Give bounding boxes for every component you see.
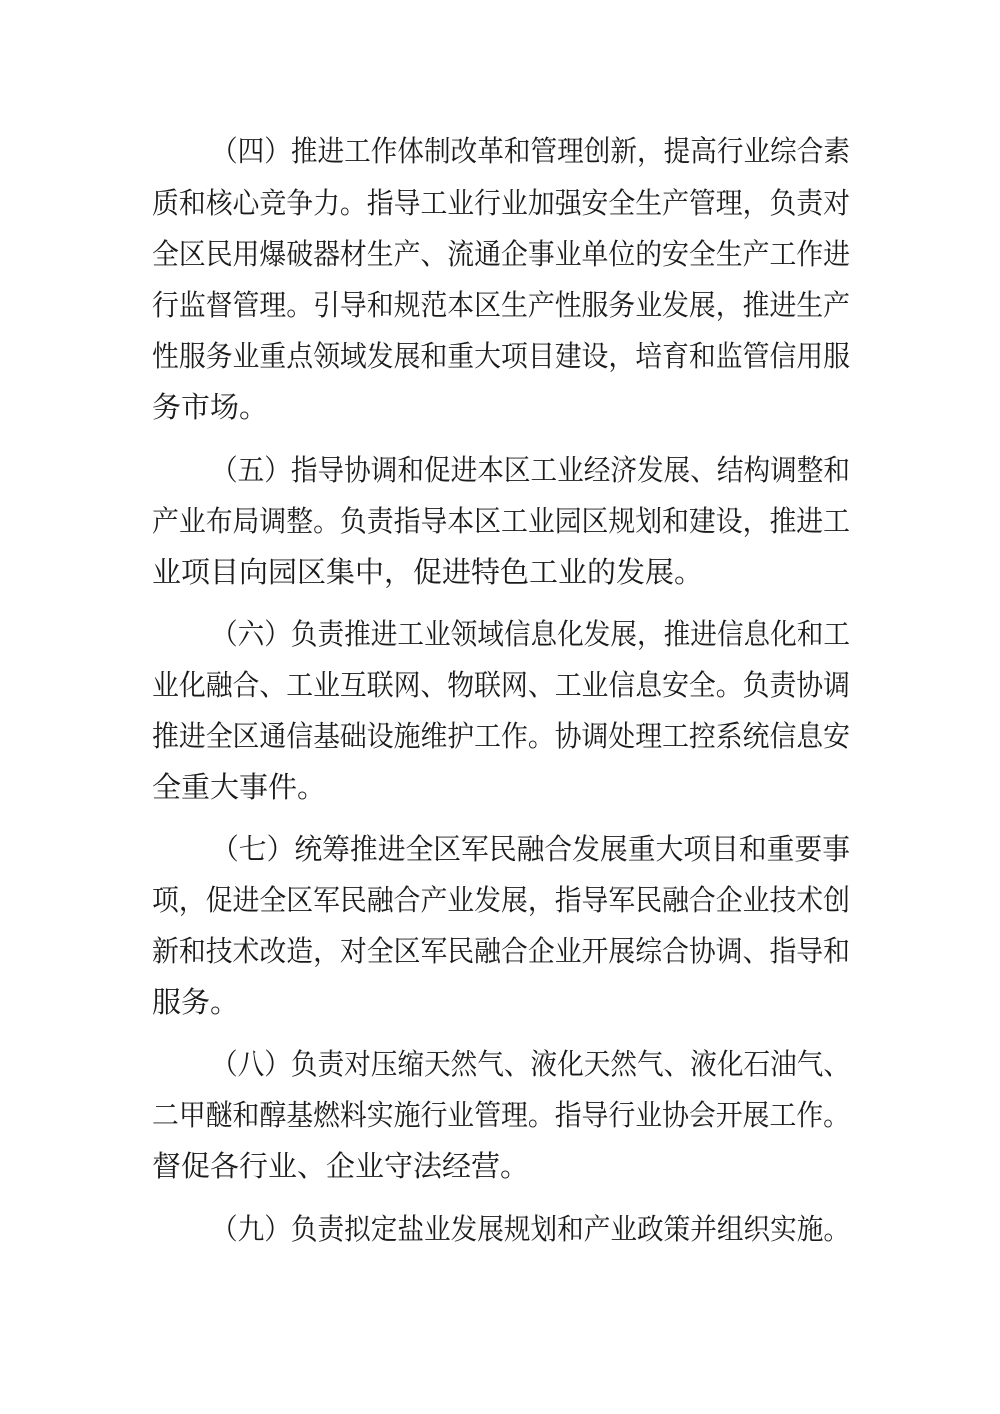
paragraph-4-line-3: 全区民用爆破器材生产、流通企事业单位的安全生产工作进 xyxy=(152,237,851,271)
paragraph-6-line-3: 推进全区通信基础设施维护工作。协调处理工控系统信息安 xyxy=(152,719,851,753)
paragraph-6-line-2: 业化融合、工业互联网、物联网、工业信息安全。负责协调 xyxy=(152,668,851,702)
paragraph-7-line-2: 项，促进全区军民融合产业发展，指导军民融合企业技术创 xyxy=(152,883,851,917)
paragraph-4-line-1: （四）推进工作体制改革和管理创新，提高行业综合素 xyxy=(211,134,851,168)
paragraph-7-line-1: （七）统筹推进全区军民融合发展重大项目和重要事 xyxy=(211,832,851,866)
paragraph-4-line-2: 质和核心竞争力。指导工业行业加强安全生产管理，负责对 xyxy=(152,186,851,220)
paragraph-9-line-1: （九）负责拟定盐业发展规划和产业政策并组织实施。 xyxy=(211,1212,851,1246)
paragraph-5-line-1: （五）指导协调和促进本区工业经济发展、结构调整和 xyxy=(211,453,851,487)
paragraph-6-line-4: 全重大事件。 xyxy=(152,770,327,804)
paragraph-7-line-3: 新和技术改造，对全区军民融合企业开展综合协调、指导和 xyxy=(152,934,851,968)
paragraph-5-line-3: 业项目向园区集中，促进特色工业的发展。 xyxy=(152,555,704,589)
paragraph-8-line-1: （八）负责对压缩天然气、液化天然气、液化石油气、 xyxy=(211,1047,851,1081)
paragraph-7-line-4: 服务。 xyxy=(152,985,240,1019)
paragraph-4-line-4: 行监督管理。引导和规范本区生产性服务业发展，推进生产 xyxy=(152,288,851,322)
paragraph-4-line-6: 务市场。 xyxy=(152,390,269,424)
paragraph-8-line-3: 督促各行业、企业守法经营。 xyxy=(152,1149,530,1183)
paragraph-6-line-1: （六）负责推进工业领域信息化发展，推进信息化和工 xyxy=(211,617,851,651)
paragraph-8-line-2: 二甲醚和醇基燃料实施行业管理。指导行业协会开展工作。 xyxy=(152,1098,851,1132)
paragraph-4-line-5: 性服务业重点领域发展和重大项目建设，培育和监管信用服 xyxy=(152,339,851,373)
paragraph-5-line-2: 产业布局调整。负责指导本区工业园区规划和建设，推进工 xyxy=(152,504,851,538)
